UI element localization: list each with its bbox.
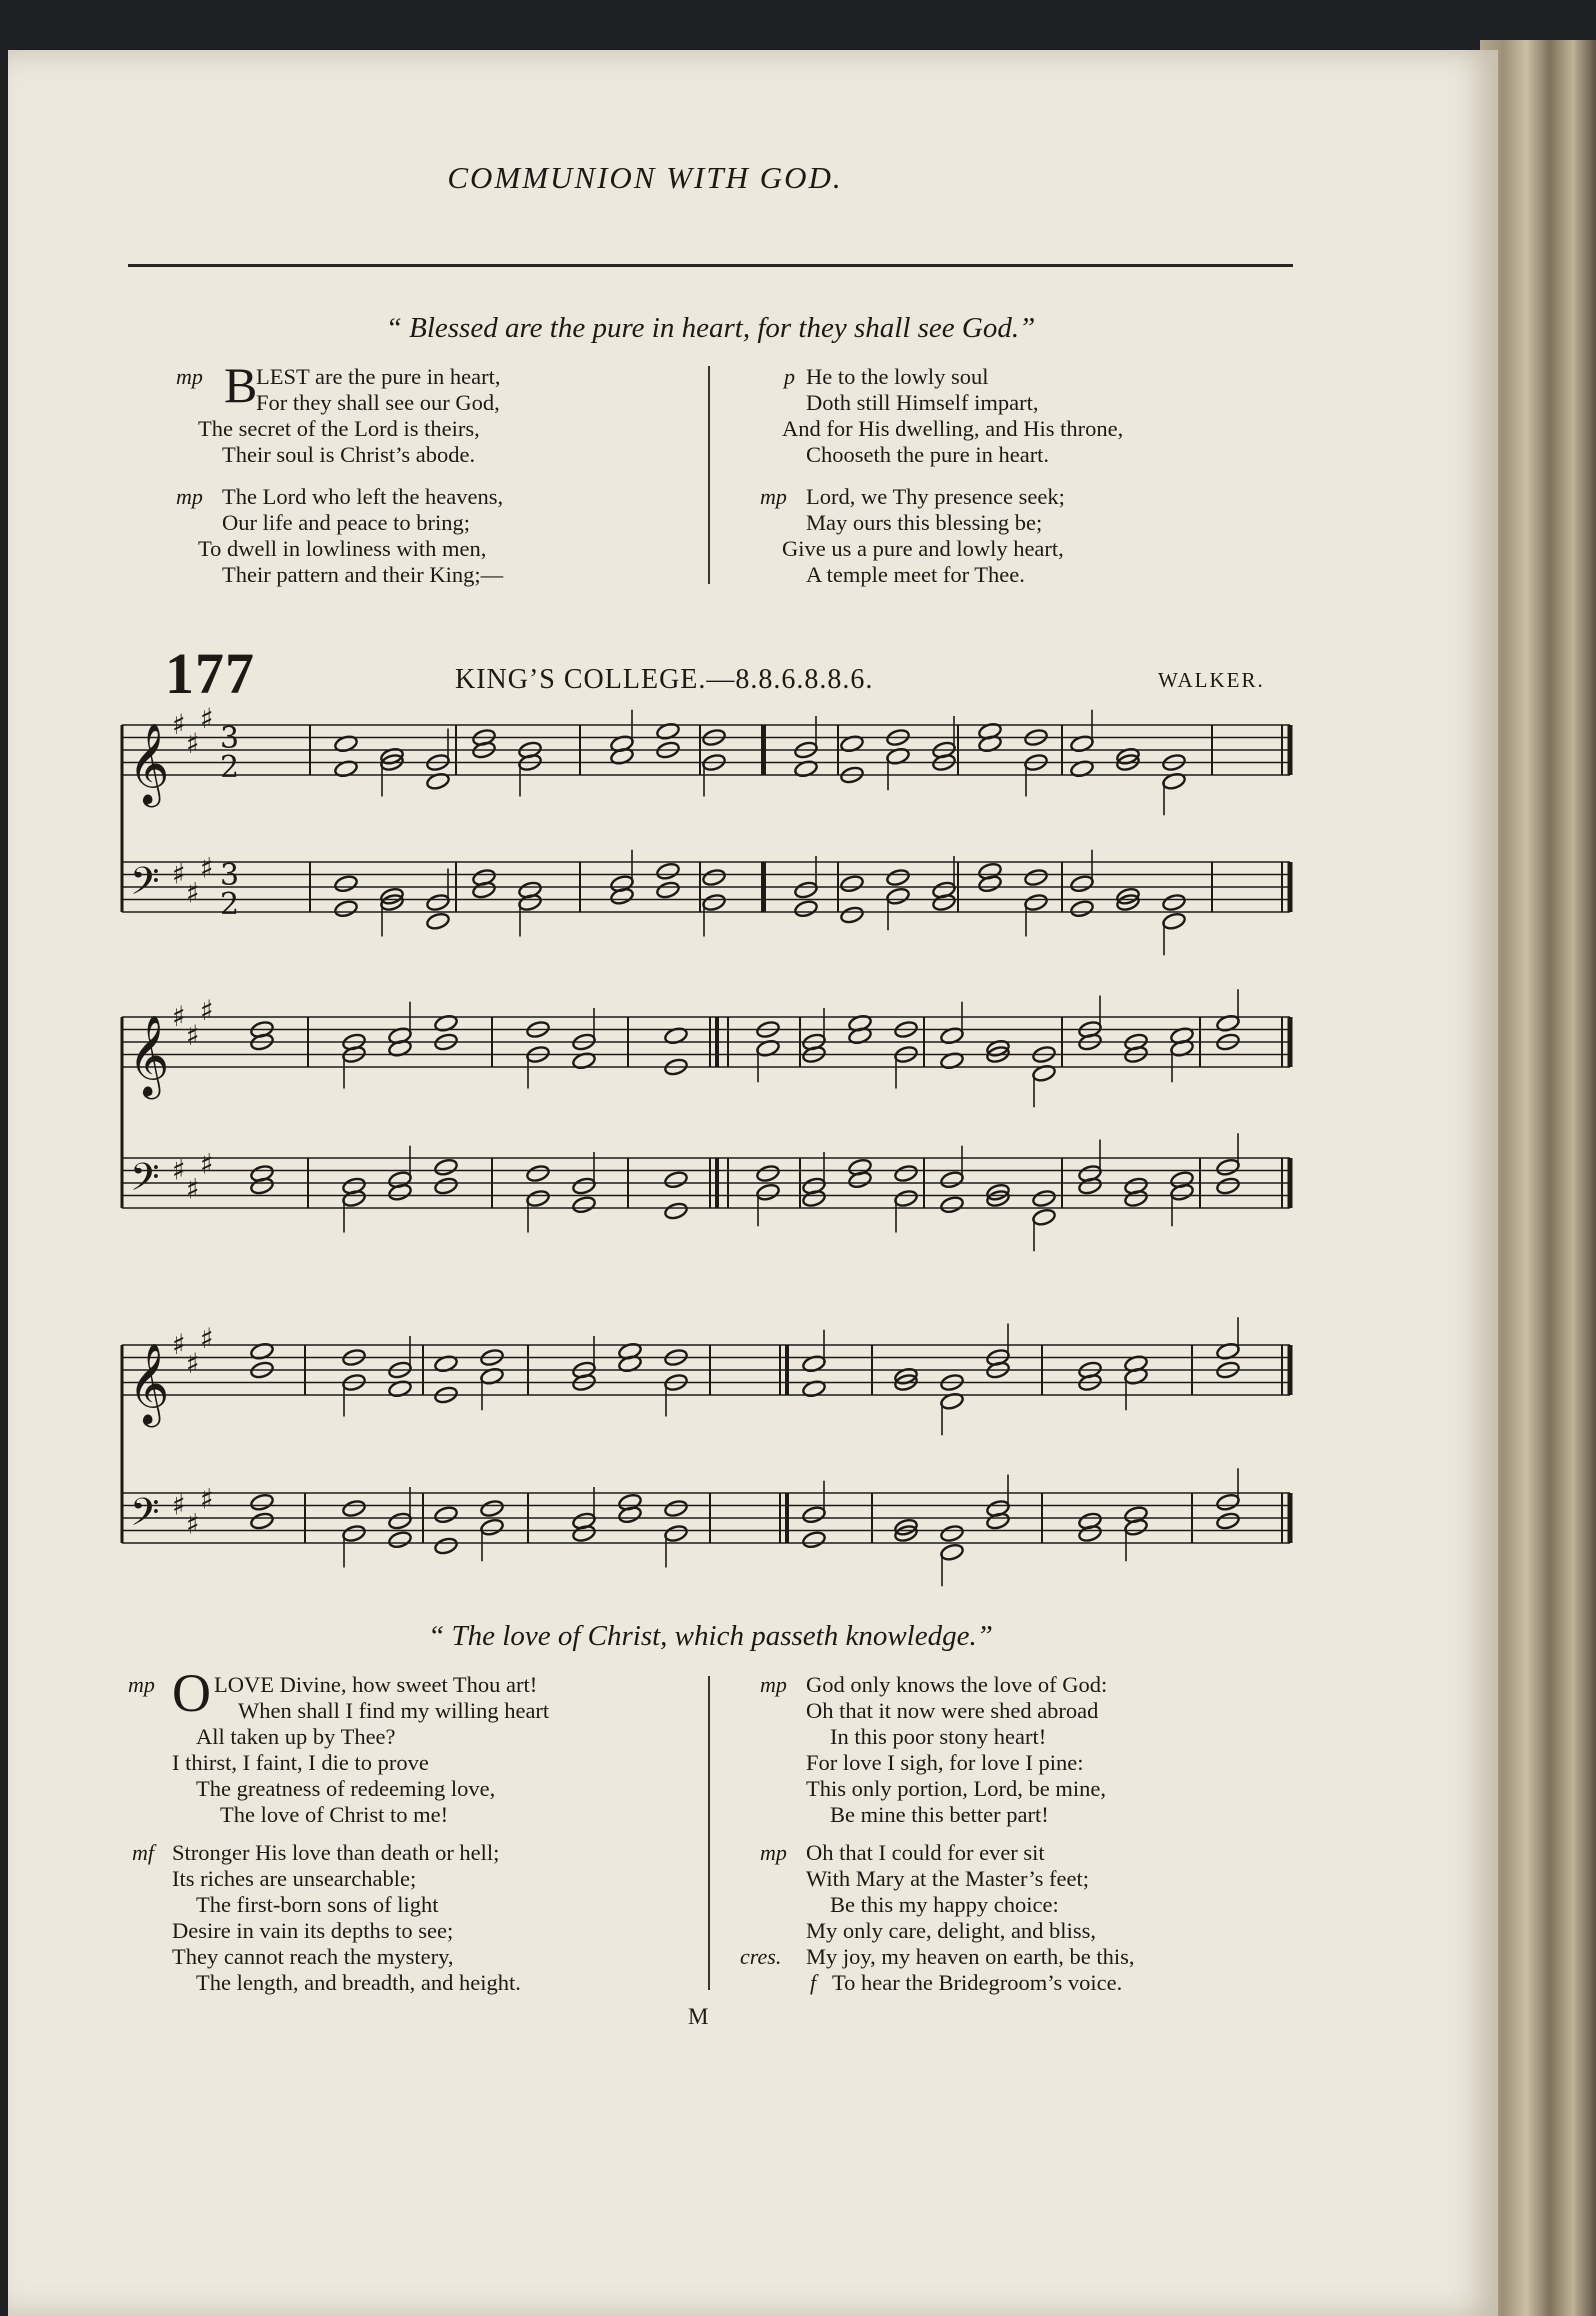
bass-clef-icon: 𝄢 xyxy=(130,858,160,913)
note-head xyxy=(434,1536,459,1555)
sharp-icon: ♯ xyxy=(200,1321,214,1355)
sharp-icon: ♯ xyxy=(200,1482,214,1516)
note-head xyxy=(434,1176,459,1195)
note-head xyxy=(1162,893,1187,912)
treble-clef-icon: 𝄞 xyxy=(128,722,170,804)
hymn-b-stanza-4 xyxy=(806,1840,1134,1996)
treble-clef-icon: 𝄞 xyxy=(128,1014,170,1096)
verse-line: Our life and peace to bring; xyxy=(222,510,471,535)
verse-line: The Lord who left the heavens, xyxy=(222,484,504,509)
note-head xyxy=(434,1505,459,1524)
verse-line: My joy, my heaven on earth, be this, xyxy=(806,1944,1135,1969)
verse-line: To hear the Bridegroom’s voice. xyxy=(832,1970,1123,1995)
hymn-b-stanza-3 xyxy=(806,1672,1107,1828)
sharp-icon: ♯ xyxy=(186,1507,200,1541)
dynamic-mark: mp xyxy=(760,1672,787,1697)
verse-line: A temple meet for Thee. xyxy=(806,562,1025,587)
note-head xyxy=(756,1183,781,1202)
drop-cap: O xyxy=(172,1663,211,1723)
note-head xyxy=(664,1170,689,1189)
note-head xyxy=(426,893,451,912)
signature-mark: M xyxy=(688,2004,709,2029)
note-head xyxy=(1216,1158,1241,1177)
verse-line: The first-born sons of light xyxy=(196,1892,439,1917)
sharp-icon: ♯ xyxy=(186,1172,200,1206)
verse-line: In this poor stony heart! xyxy=(830,1724,1047,1749)
time-signature-bottom: 2 xyxy=(220,750,240,785)
note-head xyxy=(886,868,911,887)
note-head xyxy=(572,1176,597,1195)
verse-line: Give us a pure and lowly heart, xyxy=(782,536,1064,561)
note-head xyxy=(656,880,681,899)
composer-name: WALKER. xyxy=(1158,668,1265,692)
dynamic-mark: f xyxy=(810,1970,817,1995)
note-head xyxy=(572,1195,597,1214)
drop-cap: B xyxy=(224,357,258,413)
note-head xyxy=(940,1543,965,1562)
note-head xyxy=(334,874,359,893)
hymn-number: 177 xyxy=(165,641,255,706)
verse-line: And for His dwelling, and His throne, xyxy=(782,416,1124,441)
hymn-b-stanza-2 xyxy=(172,1840,521,1996)
dynamic-mark: cres. xyxy=(740,1944,782,1969)
verse-line: May ours this blessing be; xyxy=(806,510,1043,535)
note-head xyxy=(794,899,819,918)
dynamic-mark: mp xyxy=(176,484,203,509)
verse-line: LOVE Divine, how sweet Thou art! xyxy=(214,1672,538,1697)
verse-line: Doth still Himself impart, xyxy=(806,390,1039,415)
verse-line: Their pattern and their King;— xyxy=(222,562,504,587)
note-head xyxy=(250,1511,275,1530)
note-head xyxy=(1070,874,1095,893)
time-signature-bottom: 2 xyxy=(220,887,240,922)
note-head xyxy=(840,905,865,924)
verse-line: I thirst, I faint, I die to prove xyxy=(172,1750,429,1775)
note-head xyxy=(756,1164,781,1183)
verse-line: Stronger His love than death or hell; xyxy=(172,1840,500,1865)
note-head xyxy=(250,1493,275,1512)
hymn-b-stanza-1 xyxy=(172,1672,549,1828)
note-head xyxy=(1024,868,1049,887)
sharp-icon: ♯ xyxy=(186,1018,200,1052)
hymn-b-epigraph: “ The love of Christ, which passeth knowledge.” xyxy=(428,1620,993,1652)
note-head xyxy=(480,1518,505,1537)
verse-line: The love of Christ to me! xyxy=(220,1802,449,1827)
sharp-icon: ♯ xyxy=(200,701,214,735)
verse-line: For they shall see our God, xyxy=(256,390,500,415)
note-head xyxy=(940,1195,965,1214)
verse-line: With Mary at the Master’s feet; xyxy=(806,1866,1089,1891)
sharp-icon: ♯ xyxy=(172,1488,186,1522)
note-head xyxy=(526,1164,551,1183)
bass-clef-icon: 𝄢 xyxy=(130,1154,160,1209)
note-head xyxy=(894,1164,919,1183)
column-divider xyxy=(708,1676,710,1990)
note-head xyxy=(664,1201,689,1220)
verse-line: LEST are the pure in heart, xyxy=(256,364,501,389)
note-head xyxy=(526,1189,551,1208)
verse-line: This only portion, Lord, be mine, xyxy=(806,1776,1106,1801)
verse-line: All taken up by Thee? xyxy=(196,1724,396,1749)
verse-line: Oh that it now were shed abroad xyxy=(806,1698,1099,1723)
tune-name: KING’S COLLEGE.—8.8.6.8.8.6. xyxy=(455,664,874,695)
bass-clef-icon: 𝄢 xyxy=(130,1489,160,1544)
note-head xyxy=(1216,1511,1241,1530)
note-head xyxy=(656,862,681,881)
note-head xyxy=(388,1511,413,1530)
note-head xyxy=(1024,893,1049,912)
verse-line: Desire in vain its depths to see; xyxy=(172,1918,454,1943)
verse-line: God only knows the love of God: xyxy=(806,1672,1108,1697)
note-head xyxy=(802,1505,827,1524)
hymn-a-epigraph: “ Blessed are the pure in heart, for they shall see God.” xyxy=(385,312,1036,344)
note-head xyxy=(664,1499,689,1518)
sharp-icon: ♯ xyxy=(172,1000,186,1033)
sharp-icon: ♯ xyxy=(186,876,200,910)
note-head xyxy=(1216,1493,1241,1512)
note-head xyxy=(702,868,727,887)
sharp-icon: ♯ xyxy=(200,851,214,885)
verse-line: For love I sigh, for love I pine: xyxy=(806,1750,1084,1775)
treble-clef-icon: 𝄞 xyxy=(128,1342,170,1424)
sharp-icon: ♯ xyxy=(172,857,186,891)
note-head xyxy=(894,1189,919,1208)
verse-line: Be this my happy choice: xyxy=(830,1892,1059,1917)
verse-line: Its riches are unsearchable; xyxy=(172,1866,417,1891)
note-head xyxy=(840,874,865,893)
sharp-icon: ♯ xyxy=(172,708,186,741)
note-head xyxy=(886,887,911,906)
verse-line: They cannot reach the mystery, xyxy=(172,1944,454,1969)
note-head xyxy=(1070,899,1095,918)
dynamic-mark: mp xyxy=(760,1840,787,1865)
sharp-icon: ♯ xyxy=(200,1147,214,1181)
verse-line: Lord, we Thy presence seek; xyxy=(806,484,1065,509)
sharp-icon: ♯ xyxy=(186,726,200,760)
verse-line: Their soul is Christ’s abode. xyxy=(222,442,476,467)
note-head xyxy=(1216,1176,1241,1195)
note-head xyxy=(342,1499,367,1518)
time-signature-top: 3 xyxy=(220,721,240,756)
note-head xyxy=(388,1530,413,1549)
sharp-icon: ♯ xyxy=(200,993,214,1027)
note-head xyxy=(802,1530,827,1549)
verse-line: Oh that I could for ever sit xyxy=(806,1840,1045,1865)
note-head xyxy=(664,1524,689,1543)
verse-line: Be mine this better part! xyxy=(830,1802,1049,1827)
note-head xyxy=(480,1499,505,1518)
dynamic-mark: p xyxy=(784,364,795,389)
verse-line: My only care, delight, and bliss, xyxy=(806,1918,1096,1943)
verse-line: He to the lowly soul xyxy=(806,364,989,389)
note-head xyxy=(426,912,451,931)
note-head xyxy=(334,899,359,918)
note-head xyxy=(940,1170,965,1189)
time-signature-top: 3 xyxy=(220,858,240,893)
verse-line: Chooseth the pure in heart. xyxy=(806,442,1050,467)
dynamic-mark: mp xyxy=(128,1672,155,1697)
note-head xyxy=(1162,912,1187,931)
note-head xyxy=(940,1524,965,1543)
verse-line: The greatness of redeeming love, xyxy=(196,1776,496,1801)
sharp-icon: ♯ xyxy=(186,1346,200,1380)
verse-line: The length, and breadth, and height. xyxy=(196,1970,521,1995)
dynamic-mark: mf xyxy=(132,1840,154,1865)
note-head xyxy=(794,880,819,899)
note-head xyxy=(1032,1189,1057,1208)
verse-line: To dwell in lowliness with men, xyxy=(198,536,487,561)
running-title: COMMUNION WITH GOD. xyxy=(447,160,843,195)
verse-line: The secret of the Lord is theirs, xyxy=(198,416,480,441)
note-head xyxy=(434,1158,459,1177)
sharp-icon: ♯ xyxy=(172,1328,186,1361)
dynamic-mark: mp xyxy=(176,364,203,389)
note-head xyxy=(702,893,727,912)
verse-line: When shall I find my willing heart xyxy=(238,1698,550,1723)
note-head xyxy=(1032,1208,1057,1227)
note-head xyxy=(342,1524,367,1543)
dynamic-mark: mp xyxy=(760,484,787,509)
sharp-icon: ♯ xyxy=(172,1153,186,1187)
